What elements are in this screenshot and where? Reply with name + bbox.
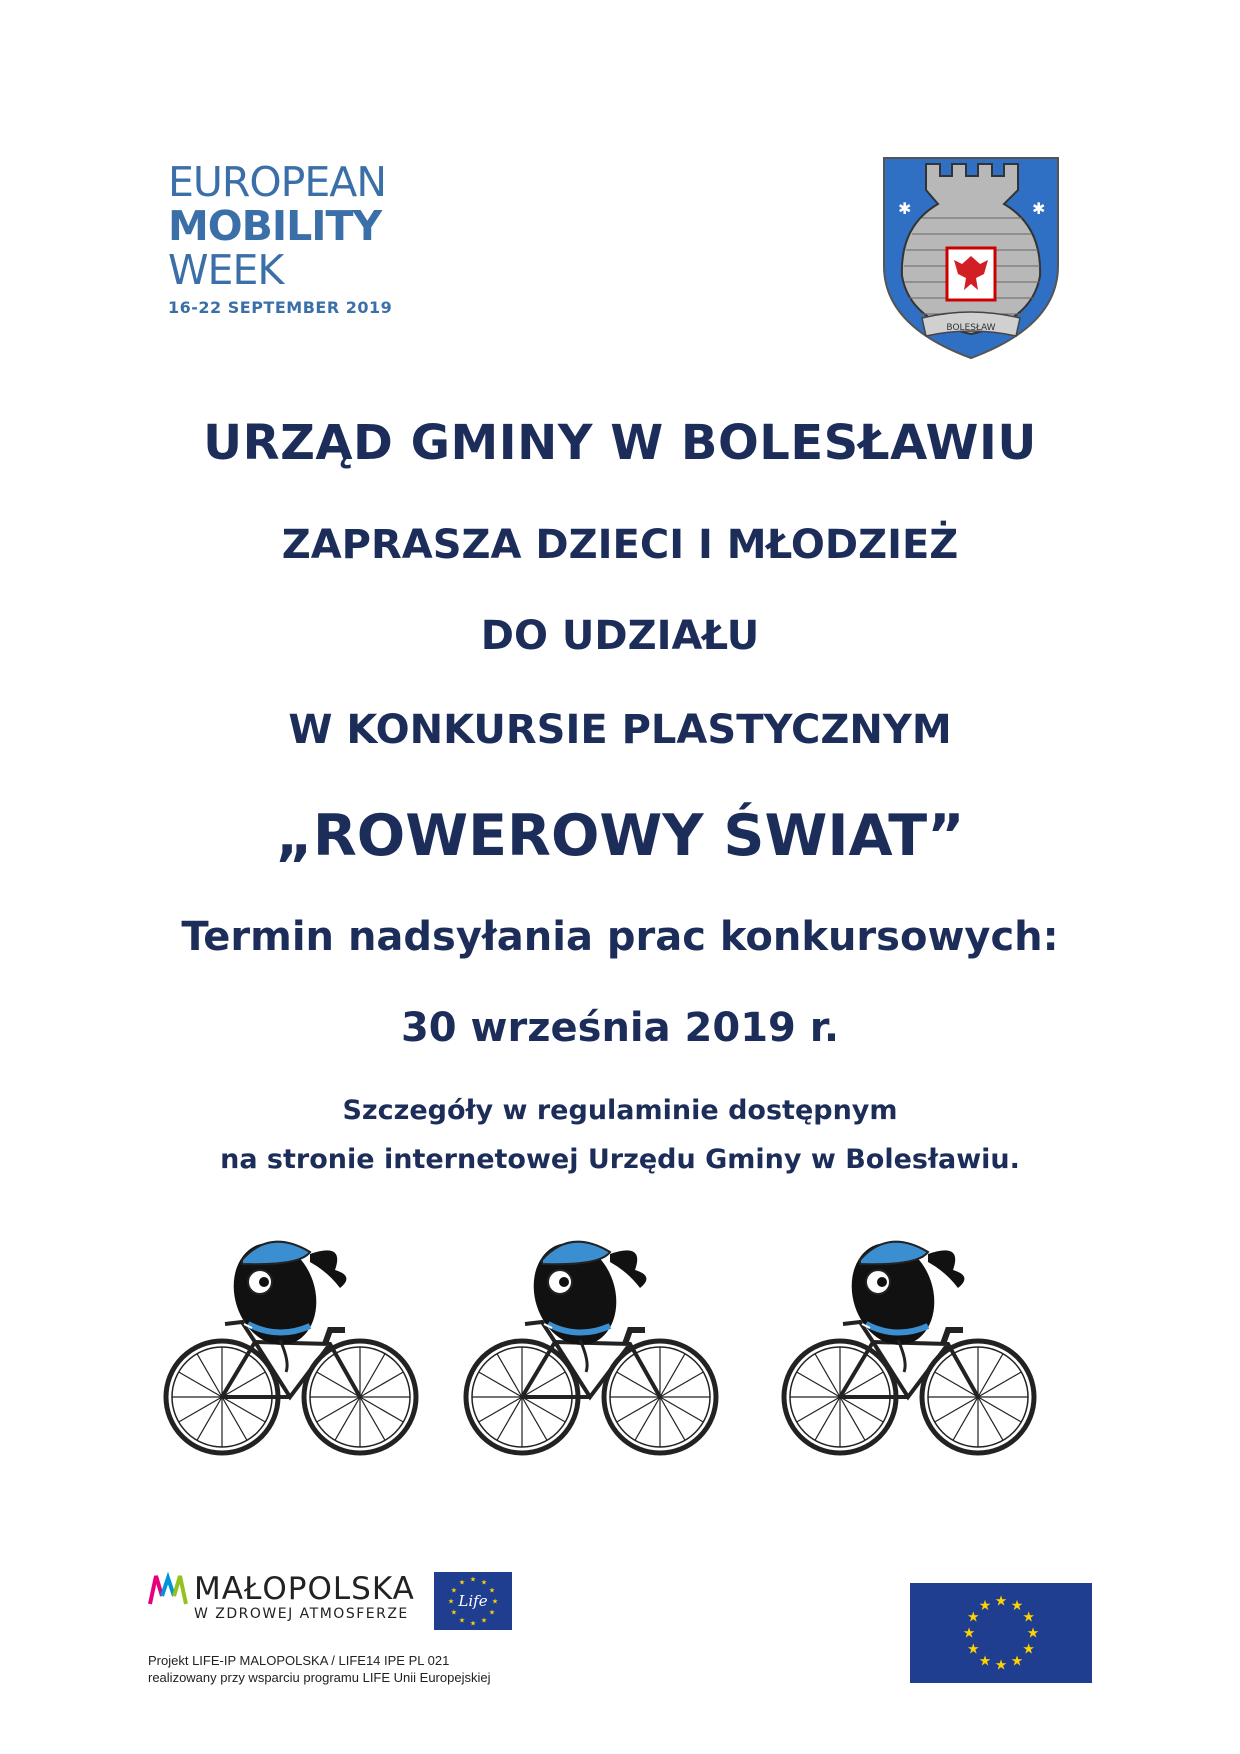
eu-star-icon: ★ [967, 1641, 980, 1658]
eu-star-icon: ★ [1010, 1653, 1024, 1670]
cyclist-illustration [460, 1232, 720, 1462]
malopolska-subtitle: W ZDROWEJ ATMOSFERZE [194, 1606, 409, 1622]
eu-star-icon: ★ [1022, 1641, 1035, 1658]
project-line-2: realizowany przy wsparciu programu LIFE Unii Europejskiej [148, 1670, 491, 1685]
life-programme-logo-icon [434, 1572, 512, 1630]
eu-star-icon: ★ [994, 1657, 1008, 1674]
malopolska-m-icon [148, 1572, 188, 1606]
eu-flag-icon [910, 1583, 1092, 1683]
life-star-icon: ★ [458, 1616, 466, 1625]
eu-star-icon: ★ [978, 1653, 992, 1670]
details-line-1: Szczegóły w regulaminie dostępnym [342, 1095, 898, 1126]
eu-star-icon: ★ [967, 1609, 980, 1626]
malopolska-name: MAŁOPOLSKA [194, 1571, 415, 1607]
life-star-icon: ★ [480, 1578, 488, 1587]
life-star-icon: ★ [469, 1575, 477, 1584]
poster-participation: DO UDZIAŁU [480, 613, 760, 659]
boleslaw-crest-icon [882, 156, 1060, 360]
life-star-icon: ★ [491, 1597, 499, 1606]
eu-star-icon: ★ [994, 1593, 1008, 1610]
emw-logo-line1: EUROPEAN [168, 158, 387, 206]
eu-star-icon: ★ [1026, 1625, 1040, 1642]
poster-invitation: ZAPRASZA DZIECI I MŁODZIEŻ [281, 522, 959, 568]
life-star-icon: ★ [450, 1586, 458, 1595]
poster-contest-type: W KONKURSIE PLASTYCZNYM [288, 707, 952, 753]
life-star-icon: ★ [480, 1616, 488, 1625]
cyclist-illustration [778, 1232, 1038, 1462]
project-info [148, 1652, 490, 1686]
eu-star-icon: ★ [962, 1625, 976, 1642]
european-mobility-week-logo [168, 160, 428, 317]
emw-logo-line2: MOBILITY [168, 202, 382, 250]
poster-title: URZĄD GMINY W BOLESŁAWIU [203, 415, 1037, 471]
emw-logo-dates: 16-22 SEPTEMBER 2019 [168, 298, 393, 317]
eu-star-icon: ★ [978, 1597, 992, 1614]
cyclist-illustration [160, 1232, 420, 1462]
malopolska-logo [148, 1572, 448, 1622]
life-star-icon: ★ [488, 1586, 496, 1595]
life-star-icon: ★ [469, 1619, 477, 1628]
svg-text:✱: ✱ [898, 199, 912, 218]
life-label: Life [458, 1592, 488, 1610]
svg-text:✱: ✱ [1032, 199, 1046, 218]
eu-star-icon: ★ [1010, 1597, 1024, 1614]
life-star-icon: ★ [447, 1597, 455, 1606]
life-star-icon: ★ [450, 1608, 458, 1617]
life-star-icon: ★ [488, 1608, 496, 1617]
life-star-icon: ★ [458, 1578, 466, 1587]
emw-logo-line3: WEEK [168, 246, 284, 294]
eu-star-icon: ★ [1022, 1609, 1035, 1626]
deadline-label: Termin nadsyłania prac konkursowych: [181, 914, 1059, 960]
project-line-1: Projekt LIFE-IP MALOPOLSKA / LIFE14 IPE PL 021 [148, 1653, 450, 1668]
deadline-date: 30 września 2019 r. [400, 1005, 840, 1051]
contest-name: „ROWEROWY ŚWIAT” [275, 803, 965, 869]
crest-banner-text: BOLESŁAW [946, 323, 996, 333]
details-line-2: na stronie internetowej Urzędu Gminy w Bolesławiu. [220, 1144, 1020, 1175]
